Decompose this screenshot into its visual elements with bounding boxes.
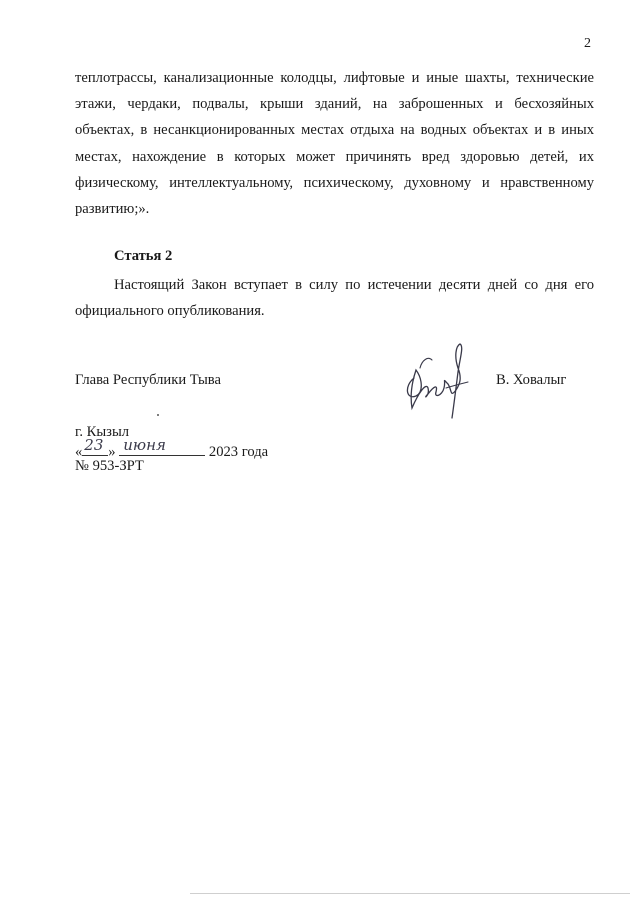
- date-close-quote: »: [108, 444, 116, 460]
- day-blank: [82, 436, 108, 456]
- signer-name: В. Ховалыг: [496, 372, 567, 388]
- place-of-signing: г. Кызыл: [75, 424, 130, 440]
- signer-title: Глава Республики Тыва: [75, 372, 221, 388]
- date-year: 2023 года: [208, 444, 269, 460]
- stray-mark: [157, 414, 159, 416]
- scan-edge-line: [190, 893, 630, 894]
- body-line: физическому, интеллектуальному, психическому, духовному и нравственному: [75, 175, 594, 191]
- body-line: объектах, в несанкционированных местах отдыха на водных объектах и в иных: [75, 122, 594, 138]
- article-heading: Статья 2: [114, 248, 173, 264]
- body-line: развитию;».: [75, 201, 150, 217]
- body-line: этажи, чердаки, подвалы, крыши зданий, на заброшенных и бесхозяйных: [75, 96, 594, 112]
- date-open-quote: «: [75, 444, 83, 460]
- article-text-line: официального опубликования.: [75, 303, 265, 319]
- article-text-line: Настоящий Закон вступает в силу по истечении десяти дней со дня его: [114, 277, 594, 293]
- handwritten-signature: [398, 338, 478, 424]
- page-number: 2: [584, 36, 591, 51]
- law-number: № 953-ЗРТ: [75, 458, 144, 474]
- month-blank: [119, 436, 205, 456]
- handwritten-month: июня: [123, 436, 166, 454]
- body-line: местах, нахождение в которых может причинять вред здоровью детей, их: [75, 149, 594, 165]
- handwritten-day: 23: [84, 436, 104, 454]
- body-line: теплотрассы, канализационные колодцы, лифтовые и иные шахты, технические: [75, 70, 594, 86]
